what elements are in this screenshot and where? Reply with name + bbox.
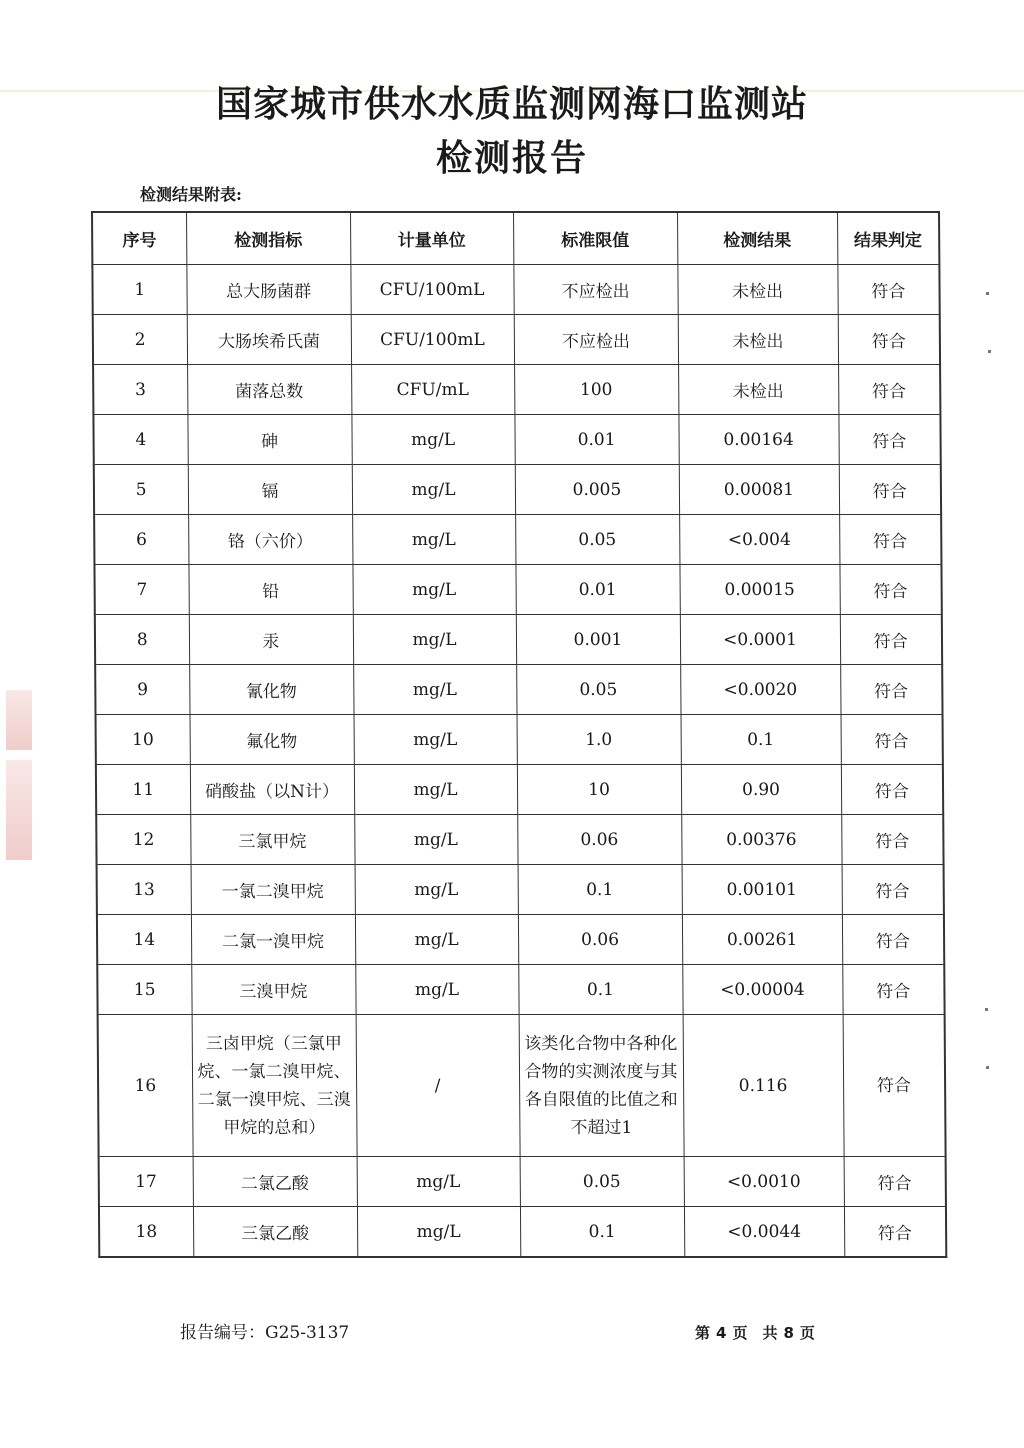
table-row	[97, 865, 944, 915]
cell-name: 镉	[188, 465, 352, 515]
cell-name: 砷	[187, 415, 351, 465]
cell-unit: mg/L	[357, 1157, 520, 1207]
cell-result: <0.0020	[680, 665, 840, 715]
cell-result: <0.004	[679, 515, 839, 565]
cell-judgement: 符合	[841, 815, 943, 865]
cell-limit: 1.0	[517, 715, 681, 765]
cell-no: 13	[97, 865, 191, 915]
cell-result: 0.1	[681, 715, 841, 765]
cell-name: 氟化物	[190, 715, 354, 765]
cell-unit: mg/L	[355, 915, 518, 965]
page-mid: 页 共	[732, 1324, 778, 1342]
cell-name: 大肠埃希氏菌	[187, 315, 351, 365]
cell-name: 硝酸盐（以N计）	[190, 765, 354, 815]
cell-limit: 0.01	[514, 415, 678, 465]
cell-judgement: 符合	[844, 1157, 946, 1207]
cell-no: 18	[99, 1207, 193, 1258]
cell-name: 二氯一溴甲烷	[191, 915, 355, 965]
table-row	[93, 365, 940, 415]
cell-unit: mg/L	[354, 715, 517, 765]
cell-no: 2	[93, 315, 187, 365]
page-current: 4	[716, 1324, 727, 1342]
cell-limit: 不应检出	[514, 315, 678, 365]
cell-result: <0.00004	[682, 965, 842, 1015]
cell-limit: 0.05	[515, 515, 679, 565]
cell-name: 三卤甲烷（三氯甲烷、一氯二溴甲烷、二氯一溴甲烷、三溴甲烷的总和）	[192, 1015, 357, 1157]
report-number-label: 报告编号：	[180, 1323, 265, 1343]
cell-unit: mg/L	[352, 515, 515, 565]
cell-no: 7	[94, 565, 188, 615]
cell-unit: mg/L	[352, 565, 515, 615]
cell-judgement: 符合	[840, 615, 942, 665]
scan-speck	[986, 1066, 989, 1069]
cell-result: <0.0001	[680, 615, 840, 665]
table-row	[98, 1015, 946, 1157]
table-row	[95, 615, 942, 665]
cell-judgement: 符合	[841, 765, 943, 815]
cell-name: 菌落总数	[187, 365, 351, 415]
cell-judgement: 符合	[842, 915, 944, 965]
table-row	[92, 265, 939, 315]
cell-limit: 不应检出	[513, 265, 677, 315]
cell-result: 0.00101	[682, 865, 842, 915]
cell-result: <0.0044	[684, 1207, 844, 1258]
cell-result: <0.0010	[684, 1157, 844, 1207]
report-title-line1: 国家城市供水水质监测网海口监测站	[215, 83, 808, 125]
column-header: 序号	[92, 212, 186, 265]
table-row	[96, 815, 943, 865]
table-row	[94, 565, 941, 615]
cell-limit: 0.05	[516, 665, 680, 715]
cell-name: 三氯甲烷	[190, 815, 354, 865]
cell-no: 9	[95, 665, 189, 715]
cell-no: 14	[97, 915, 191, 965]
cell-result: 0.00081	[679, 465, 839, 515]
column-header: 结果判定	[837, 212, 939, 265]
table-caption: 检测结果附表:	[140, 185, 242, 204]
table-row	[93, 315, 940, 365]
cell-result: 0.00164	[678, 415, 838, 465]
cell-result: 0.116	[683, 1015, 844, 1157]
cell-judgement: 符合	[838, 315, 940, 365]
report-number	[180, 1318, 349, 1343]
cell-name: 三溴甲烷	[191, 965, 355, 1015]
cell-no: 12	[96, 815, 190, 865]
cell-limit: 100	[514, 365, 678, 415]
table-row	[99, 1207, 946, 1258]
column-header: 计量单位	[350, 212, 513, 265]
cell-no: 8	[95, 615, 189, 665]
margin-stain	[6, 760, 32, 860]
table-header-row	[92, 212, 939, 265]
cell-result: 0.00261	[682, 915, 842, 965]
table-row	[97, 915, 944, 965]
cell-no: 11	[96, 765, 190, 815]
cell-limit: 0.1	[520, 1207, 684, 1258]
cell-limit: 该类化合物中各种化合物的实测浓度与其各自限值的比值之和不超过1	[519, 1015, 684, 1157]
report-number-value: G25-3137	[265, 1323, 350, 1343]
table-row	[99, 1157, 946, 1207]
table-row	[97, 965, 944, 1015]
cell-judgement: 符合	[839, 465, 941, 515]
cell-unit: CFU/100mL	[350, 265, 513, 315]
cell-judgement: 符合	[843, 1015, 946, 1157]
cell-judgement: 符合	[841, 715, 943, 765]
cell-unit: mg/L	[357, 1207, 520, 1258]
cell-result: 0.00015	[679, 565, 839, 615]
cell-limit: 0.005	[515, 465, 679, 515]
cell-no: 17	[99, 1157, 193, 1207]
cell-name: 铅	[188, 565, 352, 615]
cell-unit: mg/L	[353, 615, 516, 665]
table-row	[93, 415, 940, 465]
column-header: 标准限值	[513, 212, 677, 265]
cell-judgement: 符合	[842, 865, 944, 915]
scan-speck	[986, 292, 989, 295]
cell-unit: CFU/100mL	[351, 315, 514, 365]
cell-limit: 0.05	[520, 1157, 684, 1207]
cell-name: 三氯乙酸	[193, 1207, 357, 1258]
cell-no: 15	[97, 965, 191, 1015]
cell-name: 一氯二溴甲烷	[191, 865, 355, 915]
cell-no: 16	[98, 1015, 193, 1157]
cell-judgement: 符合	[844, 1207, 946, 1258]
cell-limit: 0.1	[518, 865, 682, 915]
cell-judgement: 符合	[838, 365, 940, 415]
cell-unit: mg/L	[353, 665, 516, 715]
cell-judgement: 符合	[842, 965, 944, 1015]
page-indicator	[692, 1322, 818, 1343]
cell-result: 未检出	[678, 315, 838, 365]
cell-limit: 0.06	[518, 915, 682, 965]
cell-limit: 0.06	[517, 815, 681, 865]
cell-unit: mg/L	[354, 765, 517, 815]
page-prefix: 第	[695, 1324, 711, 1342]
cell-name: 汞	[189, 615, 353, 665]
table-row	[95, 665, 942, 715]
cell-result: 0.90	[681, 765, 841, 815]
cell-no: 4	[93, 415, 187, 465]
cell-no: 5	[94, 465, 188, 515]
table-row	[94, 465, 941, 515]
scan-speck	[985, 1008, 988, 1011]
cell-limit: 0.01	[515, 565, 679, 615]
margin-stain	[6, 690, 32, 750]
cell-judgement: 符合	[839, 565, 941, 615]
cell-limit: 10	[517, 765, 681, 815]
cell-unit: mg/L	[355, 965, 518, 1015]
cell-no: 1	[92, 265, 186, 315]
cell-limit: 0.1	[518, 965, 682, 1015]
table-row	[94, 515, 941, 565]
column-header: 检测结果	[677, 212, 837, 265]
cell-judgement: 符合	[838, 415, 940, 465]
cell-judgement: 符合	[840, 665, 942, 715]
table-row	[96, 715, 943, 765]
cell-unit: mg/L	[355, 865, 518, 915]
cell-result: 未检出	[677, 265, 837, 315]
cell-unit: mg/L	[354, 815, 517, 865]
cell-unit: CFU/mL	[351, 365, 514, 415]
cell-judgement: 符合	[839, 515, 941, 565]
cell-limit: 0.001	[516, 615, 680, 665]
cell-judgement: 符合	[837, 265, 939, 315]
scan-speck	[988, 350, 991, 353]
page-suffix: 页	[799, 1324, 815, 1342]
cell-result: 0.00376	[681, 815, 841, 865]
cell-name: 总大肠菌群	[186, 265, 350, 315]
cell-name: 铬（六价）	[188, 515, 352, 565]
column-header: 检测指标	[186, 212, 350, 265]
results-table	[91, 211, 947, 1258]
cell-no: 6	[94, 515, 188, 565]
cell-no: 3	[93, 365, 187, 415]
cell-name: 氰化物	[189, 665, 353, 715]
cell-name: 二氯乙酸	[193, 1157, 357, 1207]
cell-unit: mg/L	[352, 465, 515, 515]
report-title-line2: 检测报告	[435, 137, 588, 179]
cell-result: 未检出	[678, 365, 838, 415]
cell-no: 10	[96, 715, 190, 765]
page-total: 8	[783, 1324, 794, 1342]
cell-unit: /	[356, 1015, 520, 1157]
cell-unit: mg/L	[351, 415, 514, 465]
table-row	[96, 765, 943, 815]
